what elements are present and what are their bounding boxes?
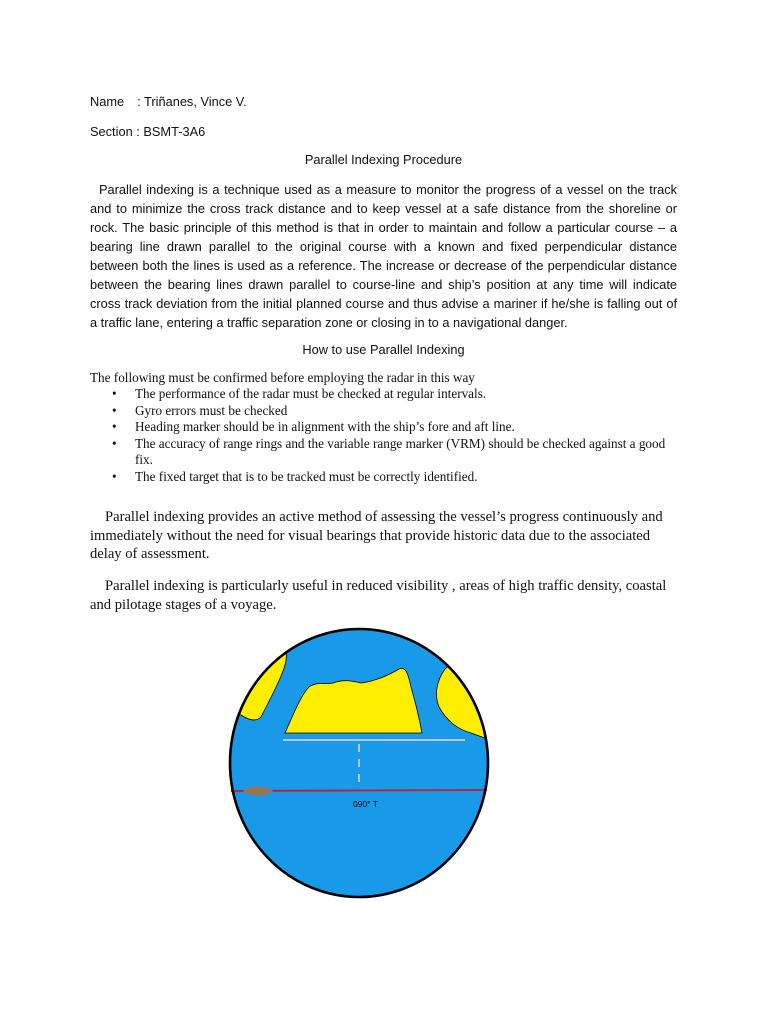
list-item: • The performance of the radar must be checked at regular intervals. — [112, 386, 487, 401]
paragraph-active-method: Parallel indexing provides an active method of assessing the vessel’s progress continuously and immediately without the need for visual bearings that provide historic data due to the associated delay of assessment. — [90, 509, 663, 562]
section-line: Section : BSMT-3A6 — [90, 124, 206, 139]
bullet-icon: • — [112, 468, 117, 484]
name-line — [90, 94, 247, 109]
intro-paragraph: Parallel indexing is a technique used as a measure to monitor the progress of a vessel on the track and to minimize the cross track distance and to keep vessel at a safe distance from the shoreline or rock. The basic principle of this method is that in order to maintain and follow a particular course – a bearing line drawn parallel to the original course with a known and fixed perpendicular distance between both the lines is used as a reference. The increase or decrease of the perpendicular distance between the bearing lines drawn parallel to course-line and ship’s position at any time will indicate cross track deviation from the initial planned course and thus advise a mariner if he/she is falling out of a traffic lane, entering a traffic separation zone or closing in to a navigational danger. — [90, 182, 677, 330]
bullet-icon: • — [112, 419, 117, 434]
parallel-index-diagram — [225, 625, 493, 905]
list-item: • Heading marker should be in alignment with the ship’s fore and aft line. — [112, 419, 515, 434]
checklist-lead: The following must be confirmed before employing the radar in this way — [90, 370, 475, 385]
document-title: Parallel Indexing Procedure — [304, 152, 463, 167]
section-subtitle: How to use Parallel Indexing — [302, 342, 465, 357]
list-item: • The accuracy of range rings and the variable range marker (VRM) should be checked against a good fix. — [112, 435, 666, 467]
bullet-icon: • — [112, 402, 117, 418]
bullet-icon: • — [112, 386, 117, 401]
list-item: • The fixed target that is to be tracked must be correctly identified. — [112, 468, 478, 484]
checklist-items — [90, 386, 670, 485]
course-label: 090° T — [353, 799, 378, 809]
bullet-icon: • — [112, 435, 117, 451]
name-label: Name — [90, 94, 125, 109]
list-item: • Gyro errors must be checked — [112, 402, 288, 418]
paragraph-usefulness: Parallel indexing is particularly useful in reduced visibility , areas of high traffic density, coastal and pilotage stages of a voyage. — [90, 578, 667, 613]
checklist — [90, 369, 670, 485]
name-value: : Triñanes, Vince V. — [137, 94, 247, 109]
